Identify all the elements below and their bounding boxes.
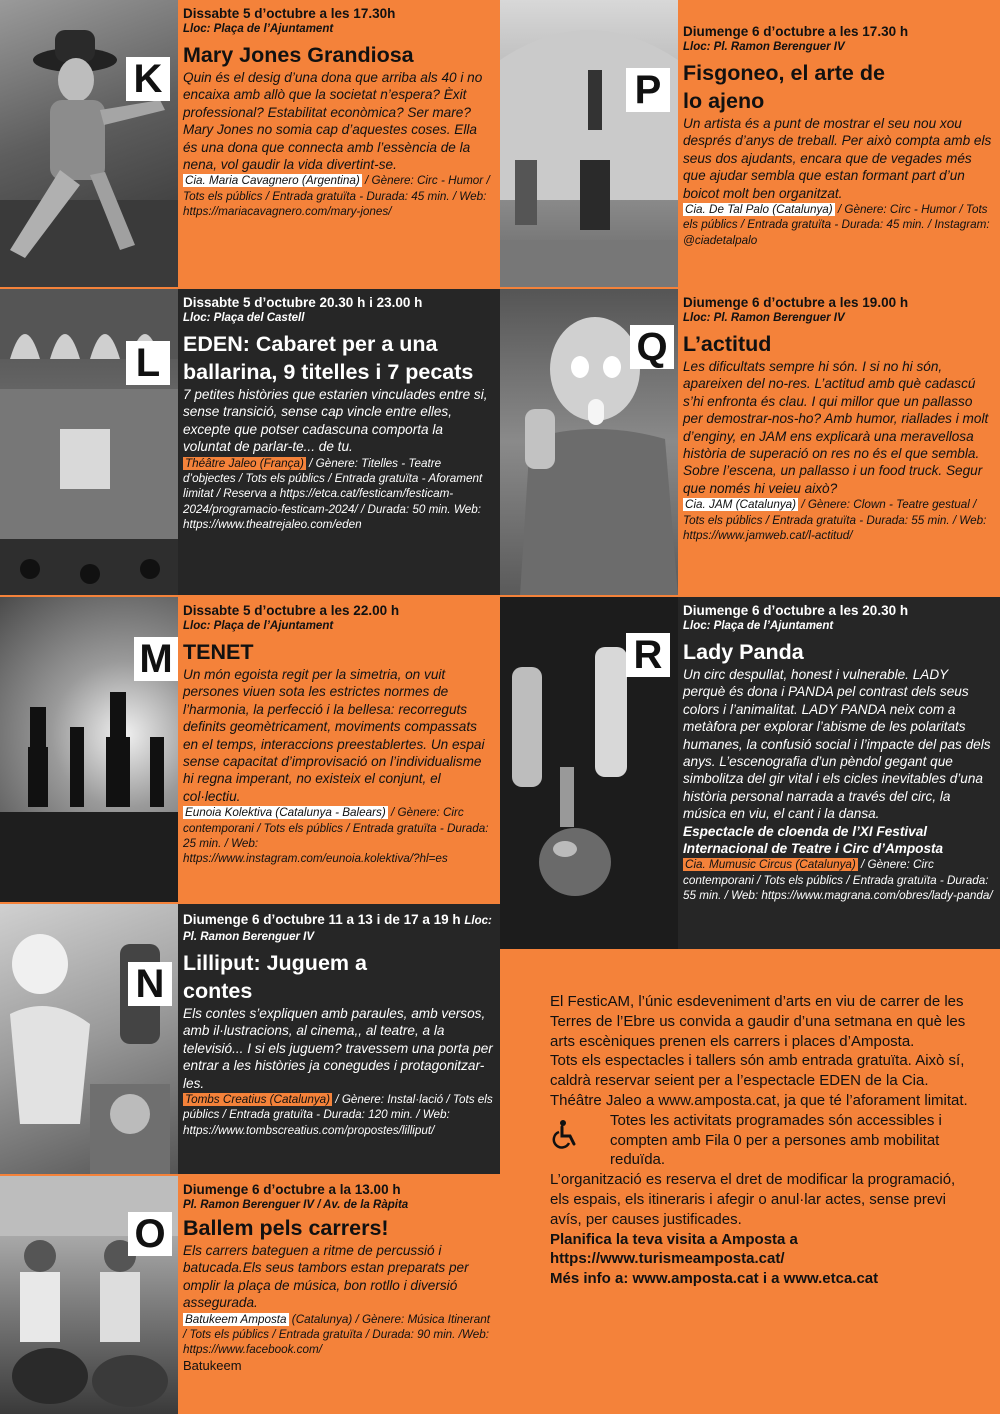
info-free-entry: Tots els espectacles i tallers són amb entrada gratuïta. Això sí, caldrà reservar seient per a l’espectacle EDEN de la Cia. Théâtre Jaleo a www.amposta.cat, ja que té l’aforament limitat. [550,1052,968,1109]
event-date: Diumenge 6 d’octubre a les 17.30 h [683,24,909,39]
event-details: / Gènere: Circ contemporani / Tots els públics / Entrada gratuïta - Durada: 55 min. / Web: https://www.magrana.com/obres/lady-panda/ [683,858,993,903]
event-letter: P [626,68,670,112]
event-title: Ballem pels carrers! [183,1216,389,1240]
event-description: Quin és el desig d’una dona que arriba als 40 i no encaixa amb allò que la societat n’espera? Èxit professional? Estabilitat econòmica? Ser mare? Mary Jones no somia cap d’aquestes coses. Ella és una dona que connecta amb l’essència de la nena, vol gaudir la vida divertint-se. [183,70,483,173]
event-date: Dissabte 5 d’octubre a les 17.30h [183,6,396,21]
event-text-block [178,597,500,902]
event-card-k [0,0,500,287]
event-card-q [500,289,1000,595]
info-accessible: Totes les activitats programades són accessibles i compten amb Fila 0 per a persones amb mobilitat reduïda. [610,1111,942,1169]
event-text-block [178,904,500,1174]
event-text-block [678,597,1000,949]
event-description: Un artista és a punt de mostrar el seu nou xou després d’anys de treball. Per això compta amb els seus dos ajudants, encara que de vegades més que ajudar sembla que estan formant part d’un boicot molt ben organitzat. [683,116,992,201]
event-company: Batukeem Amposta [185,1312,287,1326]
event-company: Théâtre Jaleo (França) [185,456,304,470]
event-letter: R [626,633,670,677]
event-date: Diumenge 6 d’octubre a les 19.00 h [683,295,909,310]
event-date-text: Diumenge 6 d’octubre 11 a 13 i de 17 a 19 h [183,912,461,927]
event-title: EDEN: Cabaret per a una ballarina, 9 titelles i 7 pecats [183,332,474,384]
event-company: Cia. Mumusic Circus (Catalunya) [685,858,856,872]
event-date [183,912,494,944]
event-text-block [178,1176,500,1414]
event-photo [500,0,678,287]
event-meta [183,456,494,533]
event-date: Diumenge 6 d’octubre a les 20.30 h [683,603,909,618]
event-title: L’actitud [683,332,772,356]
event-title: Mary Jones Grandiosa [183,43,414,67]
event-details: / Gènere: Circ contemporani / Tots els públics / Entrada gratuïta - Durada: 25 min. / Web: https://www.instagram.com/eunoia.kolektiva/?hl=es [183,806,489,866]
event-details: / Gènere: Circ - Humor / Tots els públics / Entrada gratuïta - Durada: 45 min. / Web: https://mariacavagnero.com/mary-jones/ [183,174,490,219]
event-place: Lloc: Plaça de l’Ajuntament [183,23,334,35]
event-place: Lloc: Plaça de l’Ajuntament [183,620,334,632]
event-meta [183,805,494,867]
event-meta [183,1092,494,1138]
festival-info [550,992,970,1289]
event-photo [0,289,178,595]
info-plan-link[interactable]: Planifica la teva visita a Amposta a https://www.turismeamposta.cat/ [550,1230,798,1268]
event-title: TENET [183,640,254,664]
event-place: Lloc: Pl. Ramon Berenguer IV [683,41,845,53]
event-photo [0,0,178,287]
event-letter: Q [630,325,674,369]
event-letter: O [128,1212,172,1256]
event-description: Els contes s’expliquen amb paraules, amb versos, amb il·lustracions, al cinema,, al teatre, a la televisió... I si els juguem? travessem una porta per entrar a les històries ja conegudes i protagonitzar-les. [183,1006,493,1091]
event-text-block [178,289,500,595]
info-more-link[interactable]: Més info a: www.amposta.cat i a www.etca.cat [550,1270,879,1288]
event-meta [683,497,994,543]
event-company: Cia. Maria Cavagnero (Argentina) [185,174,360,188]
event-date: Dissabte 5 d’octubre 20.30 h i 23.00 h [183,295,423,310]
event-place: Pl. Ramon Berenguer IV / Av. de la Ràpita [183,1199,409,1211]
event-details: / Gènere: Instal·lació / Tots els públics / Entrada gratuïta - Durada: 120 min. / Web: https://www.tombscreatius.com/propostes/lilliput/ [183,1093,493,1137]
event-date: Diumenge 6 d’octubre a la 13.00 h [183,1182,401,1197]
event-meta [183,1312,494,1358]
event-text-block [678,0,1000,287]
event-letter: M [134,637,178,681]
event-card-l [0,289,500,595]
event-place: Lloc: Plaça del Castell [183,312,305,324]
event-place: Lloc: Pl. Ramon Berenguer IV [683,312,845,324]
info-reserve: L’organització es reserva el dret de modificar la programació, els espais, els itineraris i afegir o anul·lar actes, sense previ avís, per causes justificades. [550,1171,956,1228]
event-date: Dissabte 5 d’octubre a les 22.00 h [183,603,400,618]
accessibility-note [550,1111,970,1170]
event-meta [183,173,494,219]
event-description: Les dificultats sempre hi són. I si no hi són, apareixen del no-res. L’actitud amb què cadascú s’hi enfronta és clau. I qui millor que un pallasso per demostrar-nos-ho? Amb humor, riallades i molt d’enginy, en JAM ens explicarà una meravellosa història de superació on res no és el que sembla. Sobre l’escena, un pallasso i un food truck. Segur que només hi veieu això? [683,359,989,496]
event-details: / Gènere: Clown - Teatre gestual / Tots els públics / Entrada gratuïta - Durada: 55 min. / Web: https://www.jamweb.cat/l-actitud/ [683,498,987,543]
event-card-n [0,904,500,1174]
event-meta [683,857,994,903]
event-details: (Catalunya) / Gènere: Música Itinerant / Tots els públics / Entrada gratuïta / Durada: 90 min. /Web: https://www.facebook.com/ [183,1312,490,1357]
event-photo [0,904,178,1174]
event-details: / Gènere: Titelles - Teatre d’objectes / Tots els públics / Entrada gratuïta - Aforament limitat / Reserva a https://etca.cat/festicam/festicam-2024/programacio-festicam-2024/ / Durada: 50 min. Web: https://www.theatrejaleo.com/eden [183,456,483,532]
event-letter: K [126,57,170,101]
event-title: Fisgoneo, el arte de lo ajeno [683,61,885,113]
event-card-r [500,597,1000,949]
event-card-p [500,0,1000,287]
event-company: Tombs Creatius (Catalunya) [185,1093,331,1107]
event-description: Els carrers bateguen a ritme de percussió i batucada.Els seus tambors estan preparats per omplir la plaça de música, bon rotllo i diversió assegurada. [183,1243,469,1311]
event-title: Lilliput: Juguem a contes [183,951,367,1003]
event-title: Lady Panda [683,640,804,664]
info-intro: El FesticAM, l’únic esdeveniment d’arts en viu de carrer de les Terres de l’Ebre us convida a gaudir d’una setmana en què les arts escèniques prenen els carrers i places d’Amposta. [550,993,966,1050]
event-description: 7 petites històries que estarien vinculades entre si, sense transició, sense cap vincle entre elles, excepte que potser cadascuna comporta la voluntat de parlar-te... de tu. [183,387,488,455]
event-company: Cia. JAM (Catalunya) [685,498,797,512]
event-card-o [0,1176,500,1414]
event-place: Lloc: Plaça de l’Ajuntament [683,620,834,632]
event-card-m [0,597,500,902]
event-highlight: Espectacle de cloenda de l’XI Festival Internacional de Teatre i Circ d’Amposta [683,823,944,857]
event-text-block [178,0,500,287]
event-letter: L [126,341,170,385]
event-description: Un món egoista regit per la simetria, on vuit persones viuen sota les estrictes normes de l’harmonia, la perfecció i la bellesa: recorreguts definits geomètricament, moviments compassats en el temps, interaccions preestablertes. Un espai sense capacitat d’improvisació on l’individualisme hi regna imperant, no existeix el conjunt, el col·lectiu. [183,667,485,804]
event-extra: Batukeem [183,1357,242,1373]
event-meta [683,202,994,248]
event-company: Cia. De Tal Palo (Catalunya) [685,203,833,217]
event-text-block [678,289,1000,595]
event-company: Eunoia Kolektiva (Catalunya - Balears) [185,806,386,820]
event-description: Un circ despullat, honest i vulnerable. LADY perquè és dona i PANDA pel contrast dels seus colors i l’animalitat. LADY PANDA neix com a metàfora per explorar l’abisme de les polaritats humanes, la confusió social i l’impacte del pas dels anys. L’escenografia d’un pèndol gegant que simbolitza del gir vital i els cicles inevitables d’una història personal narrada a través del circ, la música en viu, el cant i la dansa. [683,667,991,822]
event-details: / Gènere: Circ - Humor / Tots els públics / Entrada gratuïta - Durada: 45 min. / Instagram: @ciadetalpalo [683,203,990,247]
event-place: Lloc: Pl. Ramon Berenguer IV [183,915,492,943]
wheelchair-icon [550,1111,610,1155]
event-letter: N [128,962,172,1006]
